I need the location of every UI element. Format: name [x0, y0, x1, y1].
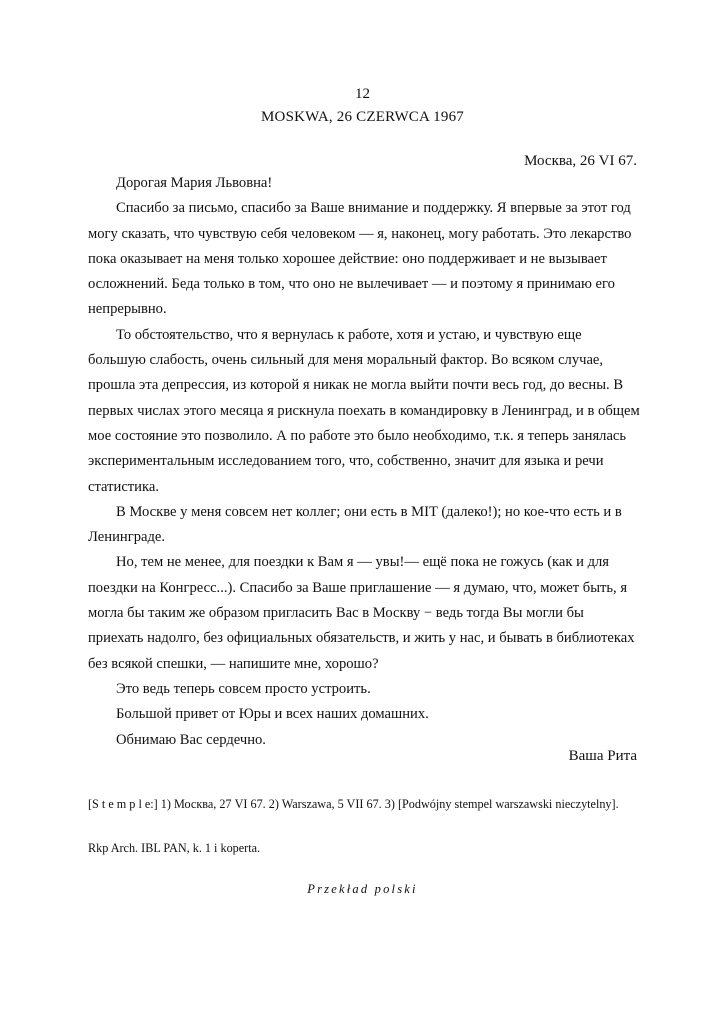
letter-heading: MOSKWA, 26 CZERWCA 1967	[261, 109, 464, 125]
paragraph: Это ведь теперь совсем просто устроить.	[116, 680, 371, 697]
translation-label: Przekład polski	[307, 882, 418, 896]
salutation: Дорогая Мария Львовна!	[116, 175, 273, 191]
letter-body	[88, 171, 640, 753]
paragraph: Большой привет от Юры и всех наших домашних.	[116, 706, 429, 723]
stamp-note: [S t e m p l e:] 1) Москва, 27 VI 67. 2) Warszawa, 5 VII 67. 3) [Podwójny stempel warszawski nieczytelny].	[88, 797, 619, 811]
closing-line: Обнимаю Вас сердечно.	[116, 731, 266, 748]
archive-note: Rkp Arch. IBL PAN, k. 1 i koperta.	[88, 841, 261, 855]
letter-date: Москва, 26 VI 67.	[524, 153, 637, 169]
paragraph: Но, тем не менее, для поездки к Вам я — увы!— ещё пока не гожусь (как и для поездки на Конгресс...). Спасибо за Ваше приглашение — я думаю, что, может быть, я могла бы таким же образом пригласить Вас в Москву − ведь тогда Вы могли бы приехать надолго, без официальных обязательств, и жить у нас, и бывать в библиотеках без всякой спешки, — напишите мне, хорошо?	[88, 554, 635, 672]
paragraph: То обстоятельство, что я вернулась к работе, хотя и устаю, и чувствую еще большую слабость, очень сильный для меня моральный фактор. Во всяком случае, прошла эта депрессия, из которой я никак не могла выйти почти весь год, до весны. В первых числах этого месяца я рискнула поехать в командировку в Ленинград, и в общем мое состояние это позволило. А по работе это было необходимо, т.к. я теперь занялась экспериментальным исследованием того, что, собственно, значит для языка и речи статистика.	[88, 326, 640, 495]
paragraph: В Москве у меня совсем нет коллег; они есть в MIT (далеко!); но кое-что есть и в Ленинграде.	[88, 503, 622, 546]
signature: Ваша Рита	[568, 748, 637, 764]
paragraph: Спасибо за письмо, спасибо за Ваше внимание и поддержку. Я впервые за этот год могу сказать, что чувствую себя человеком — я, наконец, могу работать. Это лекарство пока оказывает на меня только хорошее действие: оно поддерживает и не вызывает осложнений. Беда только в том, что оно не вылечивает — и поэтому я принимаю его непрерывно.	[88, 200, 632, 318]
page-number: 12	[355, 86, 370, 102]
